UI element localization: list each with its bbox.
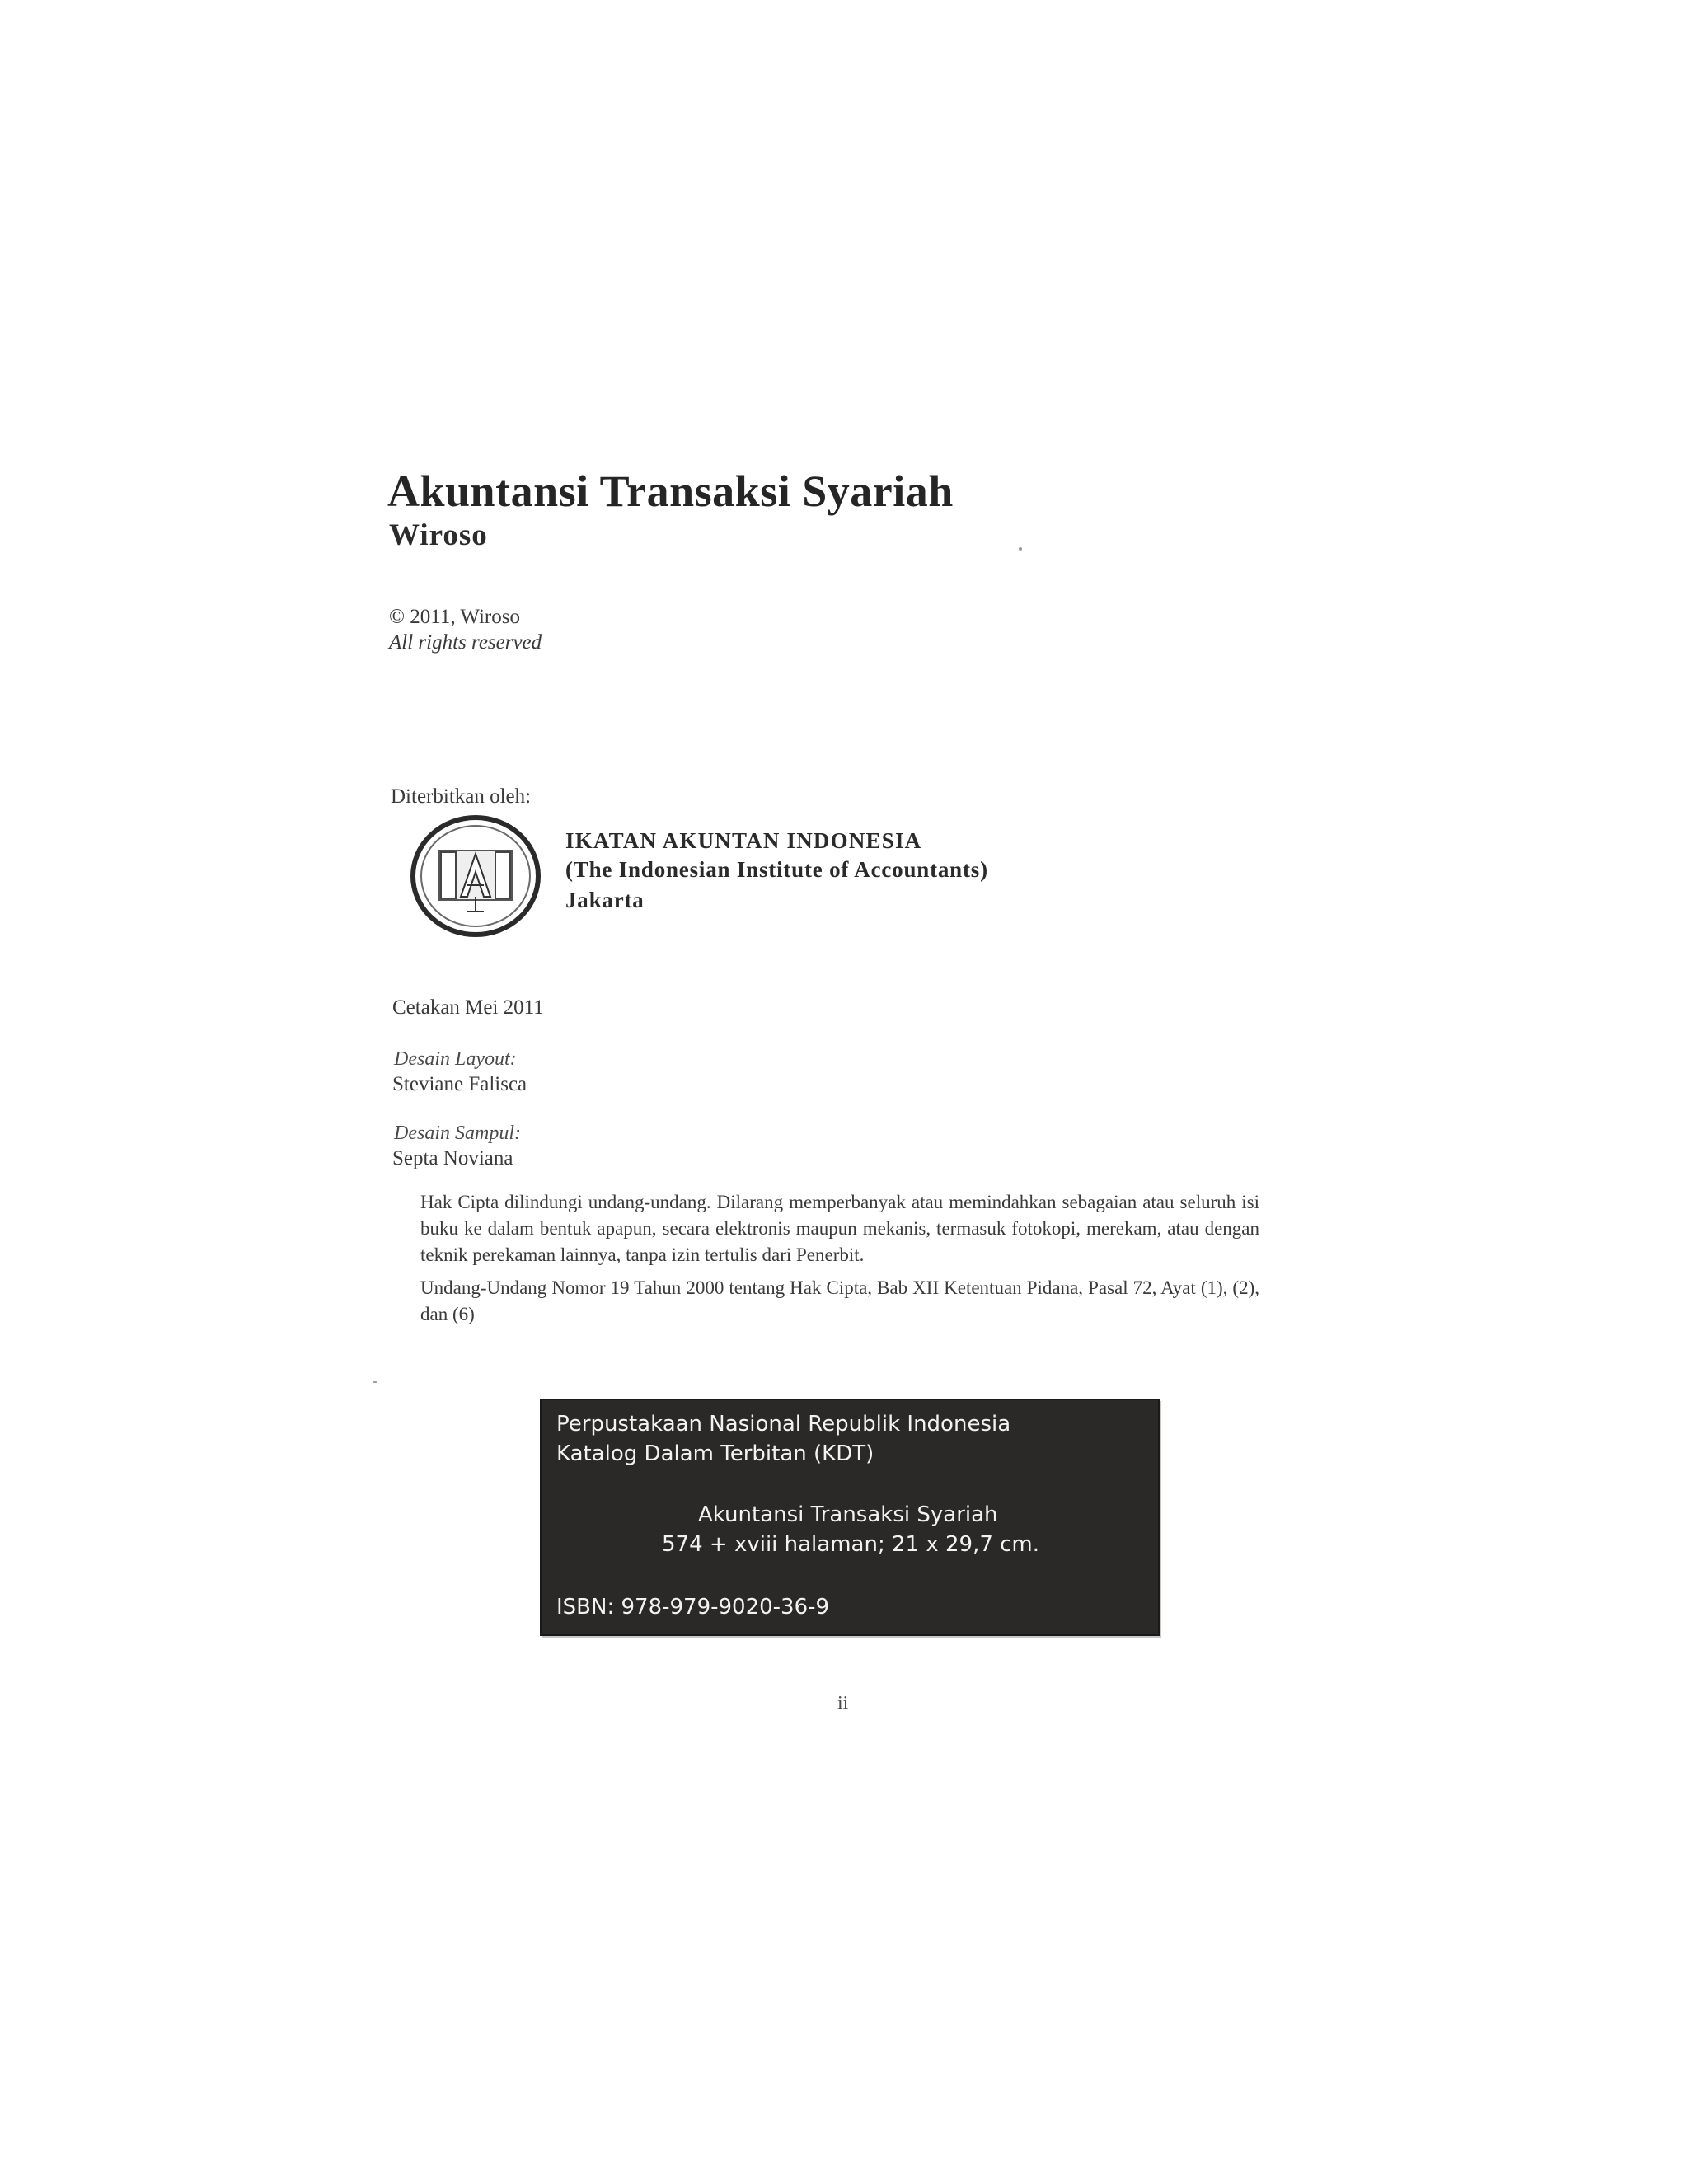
publisher-city: Jakarta	[565, 888, 645, 912]
catalog-isbn: ISBN: 978-979-9020-36-9	[556, 1595, 830, 1619]
scan-speck	[373, 1381, 377, 1383]
publisher-label: Diterbitkan oleh:	[391, 785, 532, 808]
catalog-library-name: Perpustakaan Nasional Republik Indonesia	[556, 1412, 1011, 1436]
rights-notice: All rights reserved	[389, 631, 542, 654]
legal-notice-paragraph: Hak Cipta dilindungi undang-undang. Dilarang memperbanyak atau memindahkan sebagaian atau seluruh isi buku ke dalam bentuk apapun, secara elektronis maupun mekanis, termasuk fotokopi, merekam, atau dengan teknik perekaman lainnya, tanpa izin tertulis dari Penerbit.	[420, 1192, 1259, 1265]
legal-notice-law-reference: Undang-Undang Nomor 19 Tahun 2000 tentang Hak Cipta, Bab XII Ketentuan Pidana, Pasal 72, Ayat (1), (2), dan (6)	[420, 1277, 1259, 1324]
publisher-english-name: (The Indonesian Institute of Accountants)	[565, 857, 988, 882]
publisher-name: IKATAN AKUNTAN INDONESIA	[565, 828, 922, 853]
printing-edition: Cetakan Mei 2011	[392, 996, 544, 1019]
copyright-notice: © 2011, Wiroso	[389, 606, 520, 628]
iai-logo-icon	[410, 814, 542, 938]
catalog-pages: 574 + xviii halaman; 21 x 29,7 cm.	[662, 1532, 1040, 1557]
catalog-heading: Katalog Dalam Terbitan (KDT)	[556, 1441, 874, 1466]
legal-notice	[420, 1189, 1259, 1334]
catalog-book-title: Akuntansi Transaksi Syariah	[698, 1502, 998, 1527]
layout-design-name: Steviane Falisca	[392, 1073, 528, 1095]
scan-speck	[1019, 547, 1022, 551]
layout-design-label: Desain Layout:	[394, 1048, 517, 1070]
cover-design-label: Desain Sampul:	[394, 1122, 521, 1144]
catalog-in-publication-box	[540, 1399, 1160, 1636]
page-number: ii	[837, 1693, 849, 1714]
book-title: Akuntansi Transaksi Syariah	[387, 466, 954, 516]
cover-design-name: Septa Noviana	[392, 1147, 513, 1169]
book-author: Wiroso	[389, 518, 488, 552]
